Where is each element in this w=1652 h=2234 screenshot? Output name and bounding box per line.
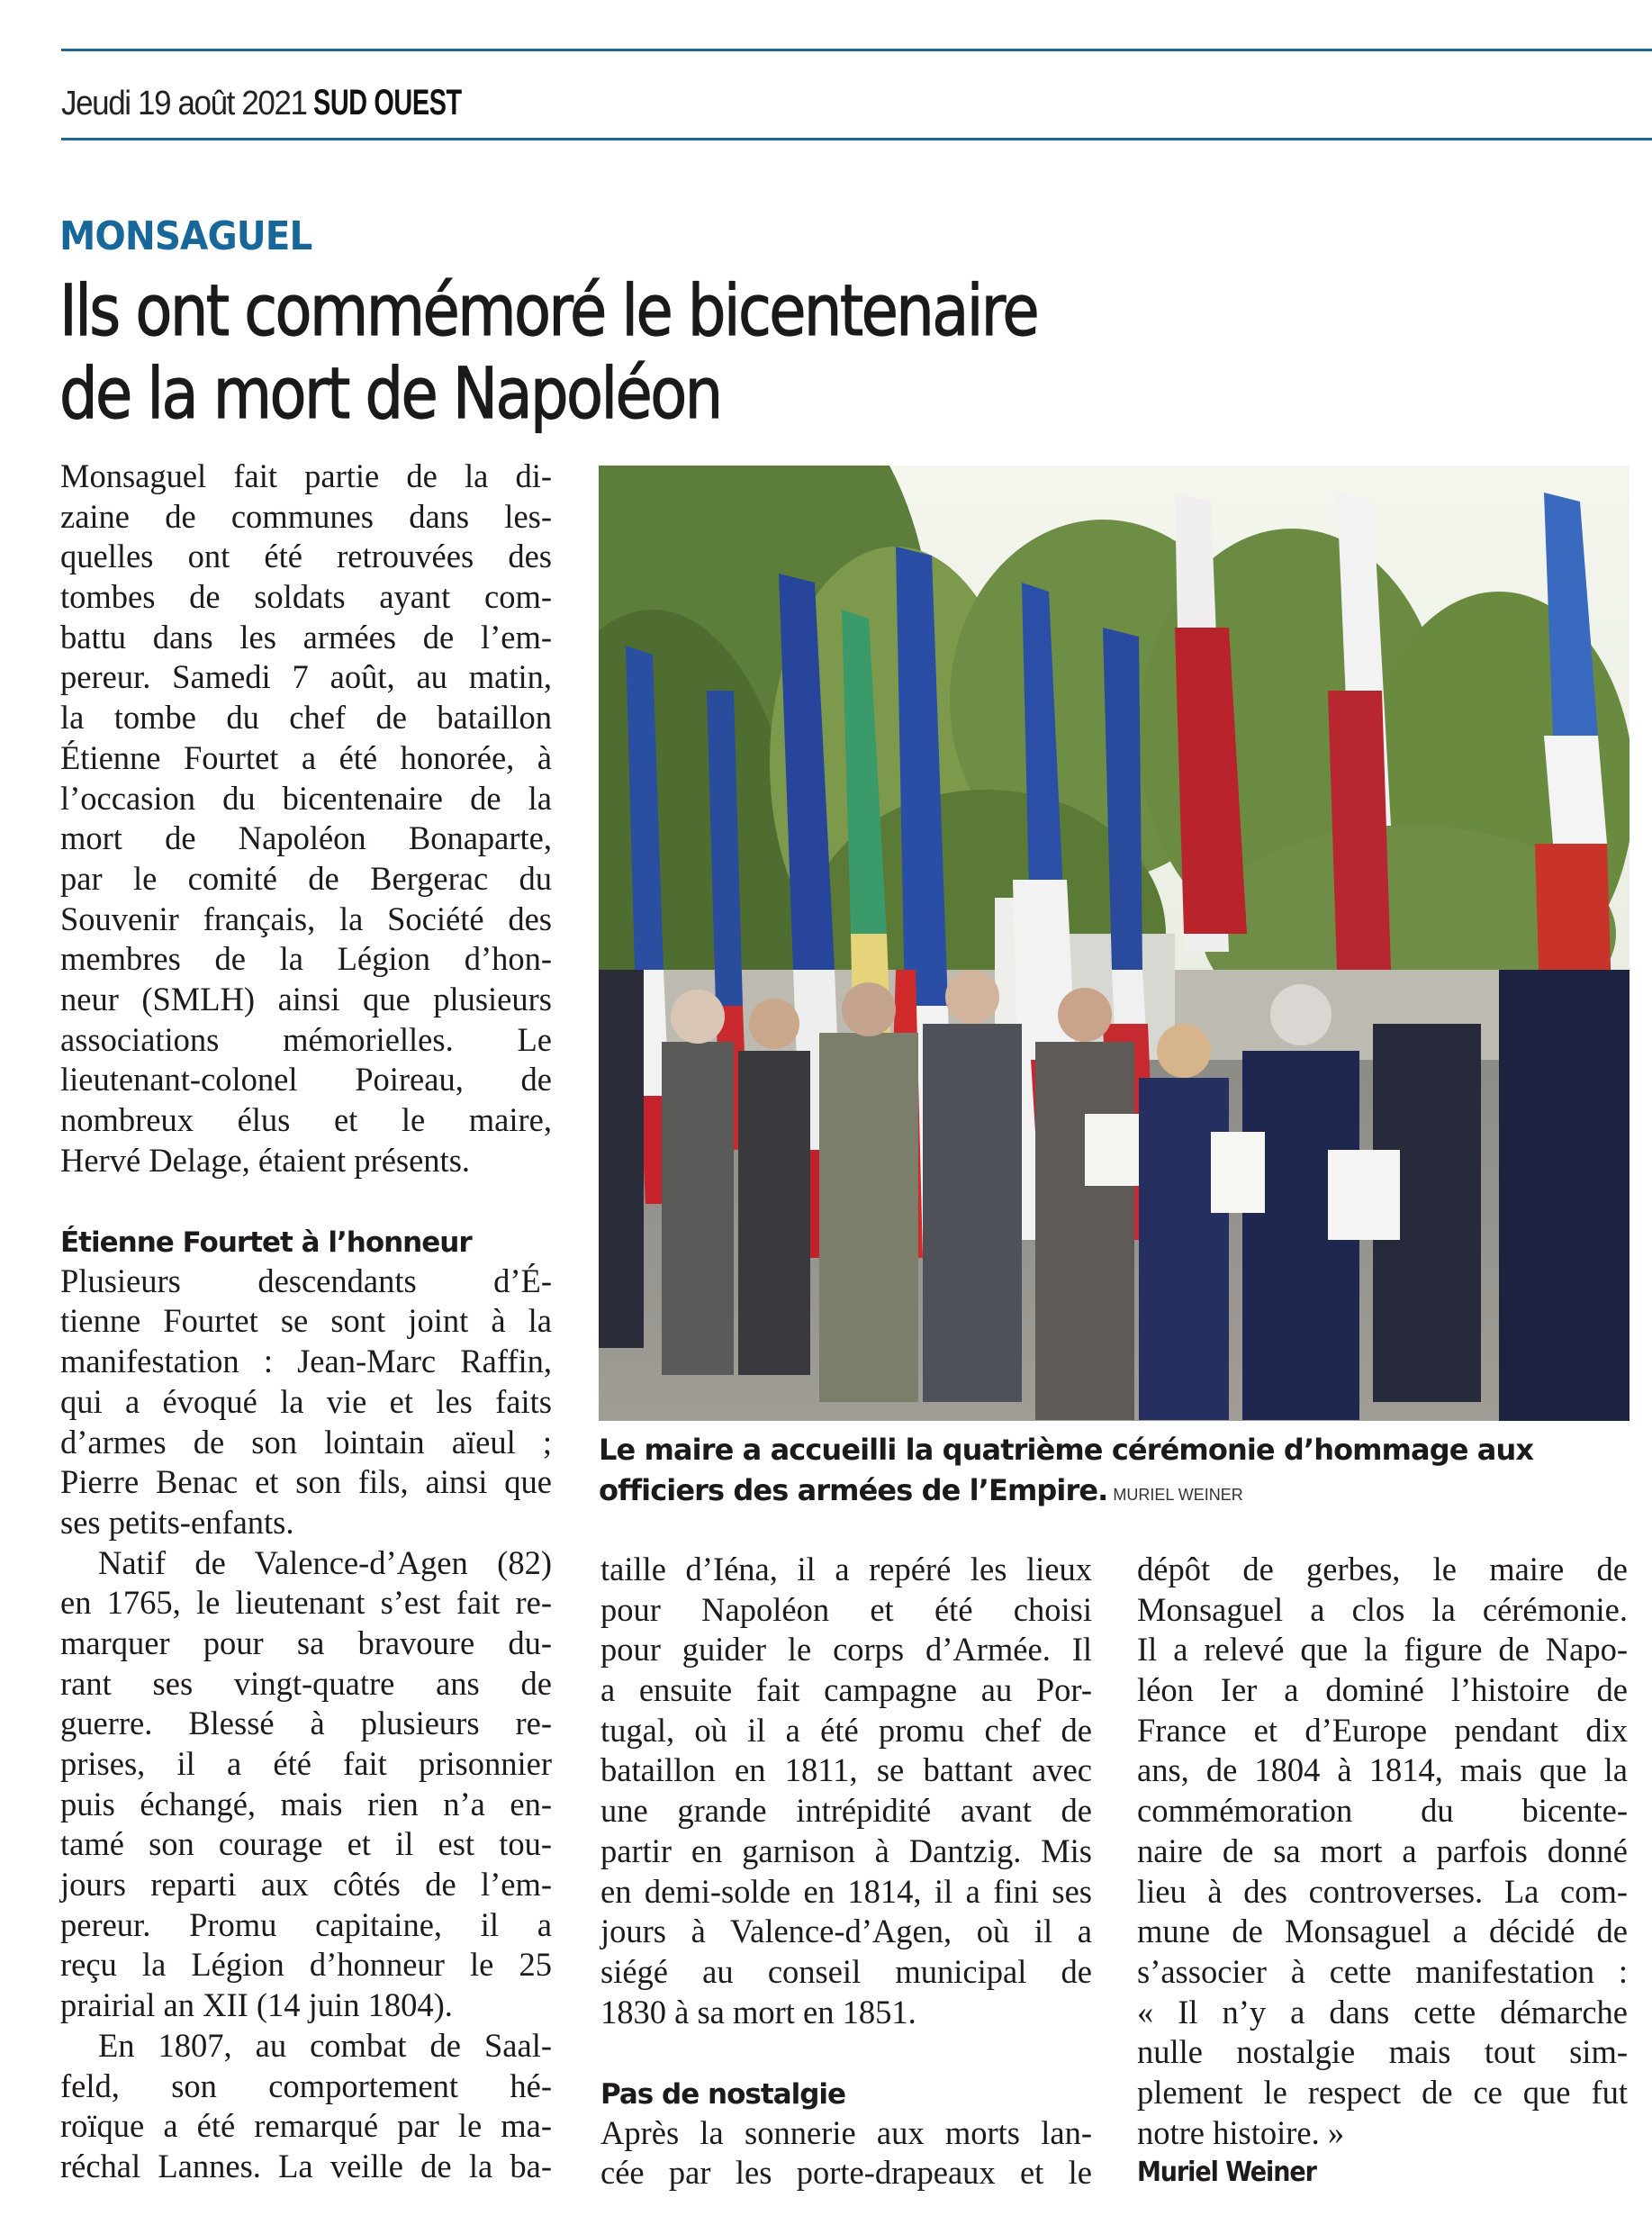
body-line: nombreux élus et le maire, (60, 1101, 552, 1138)
body-line: Natif de Valence-d’Agen (82) (98, 1543, 552, 1581)
body-line: notre histoire. » (1137, 2113, 1345, 2151)
body-line: neur (SMLH) ainsi que plusieurs (60, 980, 552, 1018)
article-kicker: MONSAGUEL (59, 213, 312, 259)
ceremony-photo-image (599, 466, 1629, 1421)
body-line: d’armes de son lointain aïeul ; (60, 1423, 552, 1461)
body-line: en 1765, le lieutenant s’est fait re- (60, 1584, 552, 1622)
body-line: puis échangé, mais rien n’a en- (60, 1785, 552, 1822)
body-line: lieutenant-colonel Poireau, de (60, 1061, 552, 1099)
body-line: guerre. Blessé à plusieurs re- (60, 1705, 552, 1742)
body-line: zaine de communes dans les- (60, 497, 552, 535)
headline-line: de la mort de Napoléon (59, 354, 721, 435)
body-line: battu dans les armées de l’em- (60, 618, 552, 656)
body-line: quelles ont été retrouvées des (60, 538, 552, 575)
author-signature: Muriel Weiner (1137, 2157, 1316, 2189)
body-line: tombes de soldats ayant com- (60, 578, 552, 616)
body-line: tamé son courage et il est tou- (60, 1825, 552, 1863)
body-line: jours à Valence-d’Agen, où il a (600, 1913, 1092, 1950)
body-line: qui a évoqué la vie et les faits (60, 1382, 552, 1420)
header-rule-top (61, 49, 1652, 51)
body-line: En 1807, au combat de Saal- (98, 2026, 552, 2064)
issue-date: Jeudi 19 août 2021 (61, 85, 307, 122)
body-line: Monsaguel a clos la cérémonie. (1137, 1590, 1628, 1628)
body-line: mort de Napoléon Bonaparte, (60, 819, 552, 857)
body-line: « Il n’y a dans cette démarche (1137, 1993, 1628, 2030)
article-column-2 (600, 1550, 1092, 2193)
article-headline (59, 270, 1037, 436)
body-line: en demi-solde en 1814, il a fini ses (600, 1872, 1092, 1910)
body-line: pour Napoléon et été choisi (600, 1590, 1092, 1628)
body-line: lieu à des controverses. La com- (1137, 1872, 1628, 1910)
body-line: Pierre Benac et son fils, ainsi que (60, 1463, 552, 1501)
body-line: par le comité de Bergerac du (60, 859, 552, 897)
body-line: associations mémorielles. Le (60, 1020, 552, 1058)
body-line: une grande intrépidité avant de (600, 1792, 1092, 1830)
subheading: Pas de nostalgie (600, 2077, 846, 2111)
header-rule-bottom (61, 138, 1652, 140)
body-line: siégé au conseil municipal de (600, 1952, 1092, 1990)
article-photo (599, 466, 1629, 1421)
caption-line (599, 1470, 1629, 1515)
caption-line: Le maire a accueilli la quatrième cérémonie d’hommage aux (599, 1433, 1534, 1467)
body-line: naire de sa mort a parfois donné (1137, 1832, 1628, 1869)
body-line: Monsaguel fait partie de la di- (60, 457, 552, 494)
body-line: tugal, où il a été promu chef de (600, 1711, 1092, 1749)
body-line: Hervé Delage, étaient présents. (60, 1141, 471, 1179)
body-line: pereur. Samedi 7 août, au matin, (60, 658, 552, 696)
body-line: roïque a été remarqué par le ma- (60, 2107, 552, 2145)
body-line: France et d’Europe pendant dix (1137, 1711, 1628, 1749)
body-line: pereur. Promu capitaine, il a (60, 1905, 552, 1943)
body-line: reçu la Légion d’honneur le 25 (60, 1946, 552, 1984)
body-line: la tombe du chef de bataillon (60, 699, 552, 737)
paragraph-gap (60, 1180, 552, 1221)
body-line: dépôt de gerbes, le maire de (1137, 1551, 1628, 1587)
body-line: pour guider le corps d’Armée. Il (600, 1631, 1092, 1669)
body-line: ses petits-enfants. (60, 1503, 294, 1541)
dateline (61, 83, 519, 122)
body-line: prairial an XII (14 juin 1804). (60, 1986, 453, 2024)
body-line: a ensuite fait campagne au Por- (600, 1671, 1092, 1709)
body-line: marquer pour sa bravoure du- (60, 1623, 552, 1661)
body-line: ans, de 1804 à 1814, mais que la (1137, 1751, 1628, 1789)
body-line: s’associer à cette manifestation : (1137, 1952, 1628, 1990)
body-line: l’occasion du bicentenaire de la (60, 779, 552, 817)
body-line: commémoration du bicente- (1137, 1792, 1628, 1830)
body-line: nulle nostalgie mais tout sim- (1137, 2033, 1628, 2071)
body-line: membres de la Légion d’hon- (60, 940, 552, 978)
body-line: mune de Monsaguel a décidé de (1137, 1913, 1628, 1950)
body-line: feld, son comportement hé- (60, 2067, 552, 2104)
body-line: réchal Lannes. La veille de la ba- (60, 2147, 552, 2184)
body-line: cée par les porte-drapeaux et le (600, 2154, 1092, 2192)
publication-logo: SUD OUEST (313, 83, 463, 122)
body-line: 1830 à sa mort en 1851. (600, 1993, 916, 2030)
article-column-3 (1137, 1550, 1628, 2193)
body-line: Après la sonnerie aux morts lan- (600, 2113, 1092, 2151)
headline-line: Ils ont commémoré le bicentenaire (59, 271, 1038, 352)
photo-credit: MURIEL WEINER (1113, 1486, 1243, 1504)
body-line: Souvenir français, la Société des (60, 900, 552, 937)
body-line: léon Ier a dominé l’histoire de (1137, 1671, 1628, 1709)
body-line: manifestation : Jean-Marc Raffin, (60, 1343, 552, 1380)
paragraph-gap (600, 2032, 1092, 2073)
body-line: jours reparti aux côtés de l’em- (60, 1866, 552, 1904)
subheading: Étienne Fourtet à l’honneur (60, 1226, 472, 1260)
body-line: Étienne Fourtet a été honorée, à (60, 738, 552, 776)
body-line: partir en garnison à Dantzig. Mis (600, 1832, 1092, 1869)
caption-line-text: officiers des armées de l’Empire. (599, 1473, 1108, 1507)
body-line: tienne Fourtet se sont joint à la (60, 1302, 552, 1340)
body-line: prises, il a été fait prisonnier (60, 1745, 552, 1782)
photo-caption (599, 1430, 1629, 1515)
body-line: taille d’Iéna, il a repéré les lieux (600, 1551, 1092, 1587)
body-line: plement le respect de ce que fut (1137, 2073, 1628, 2111)
article-column-1 (60, 457, 552, 2187)
body-line: Il a relevé que la figure de Napo- (1137, 1631, 1628, 1669)
body-line: Plusieurs descendants d’É- (60, 1262, 552, 1299)
body-line: bataillon en 1811, se battant avec (600, 1751, 1092, 1789)
body-line: rant ses vingt-quatre ans de (60, 1664, 552, 1702)
